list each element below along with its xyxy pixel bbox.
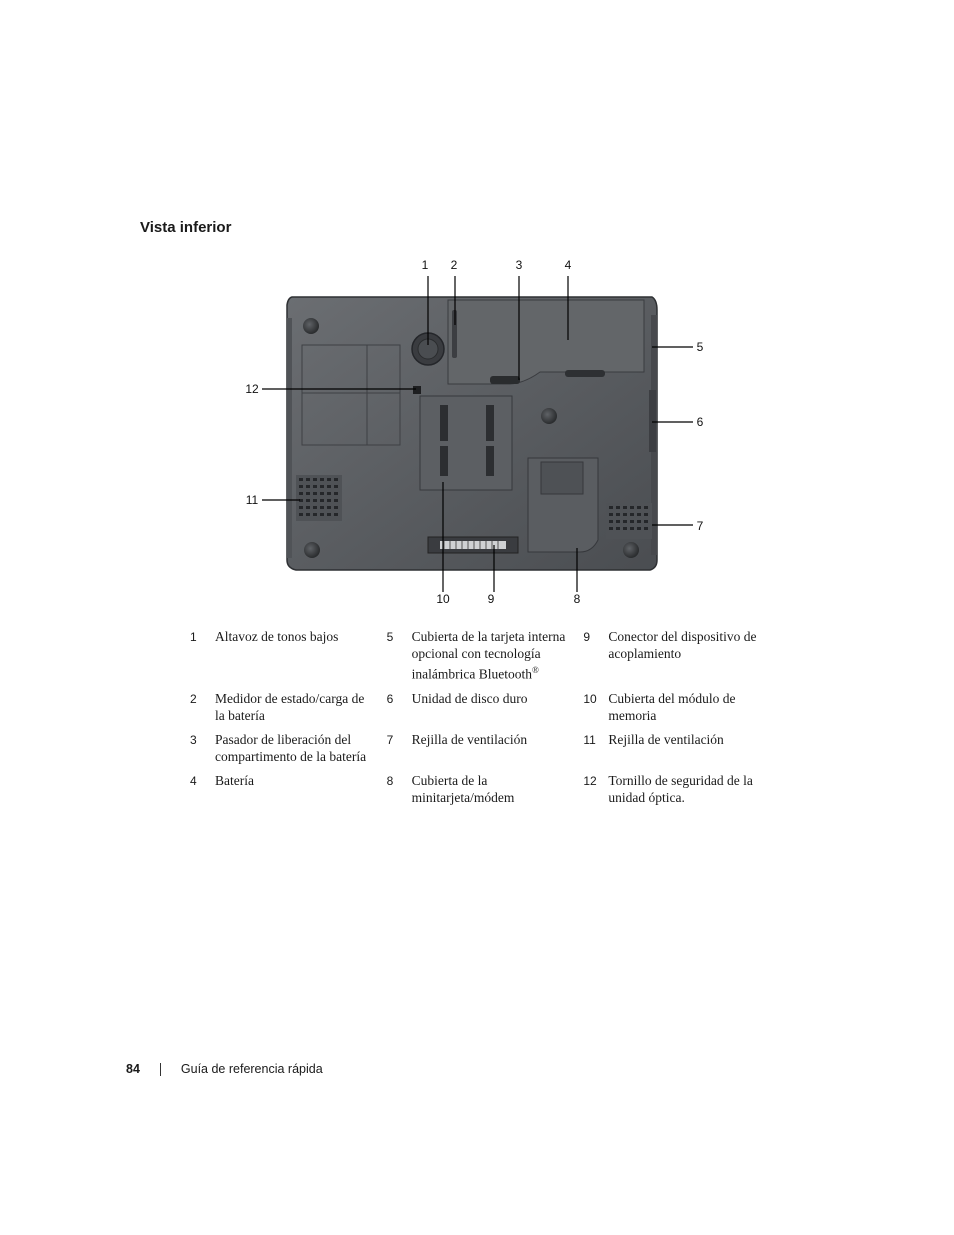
legend-item <box>190 628 387 683</box>
legend-number: 8 <box>386 773 394 788</box>
callout-6: 6 <box>696 415 704 429</box>
round-cover <box>541 408 557 424</box>
legend-text: Pasador de liberación del compartimento de la batería <box>215 731 367 764</box>
legend-item <box>583 628 780 683</box>
callout-5: 5 <box>696 340 704 354</box>
legend-number: 6 <box>386 691 394 706</box>
legend-text: Cubierta de la minitarjeta/módem <box>411 772 515 805</box>
legend-row <box>190 690 780 724</box>
legend-item <box>387 772 584 806</box>
callout-7: 7 <box>696 519 704 533</box>
left-vent <box>296 475 342 521</box>
callout-2: 2 <box>450 258 458 272</box>
legend-number: 4 <box>190 773 197 788</box>
legend-item <box>387 628 584 683</box>
callout-11: 11 <box>245 493 259 507</box>
memory-cover <box>420 396 512 490</box>
legend-number: 9 <box>583 630 591 644</box>
page-number: 84 <box>126 1062 140 1076</box>
footer-separator <box>160 1063 161 1076</box>
legend-text <box>412 628 572 683</box>
registered-mark: ® <box>532 665 539 675</box>
legend-text: Conector del dispositivo de acoplamiento <box>608 629 757 661</box>
legend-item <box>190 690 387 724</box>
callout-1: 1 <box>421 258 429 272</box>
legend-number: 11 <box>583 732 596 747</box>
guide-title: Guía de referencia rápida <box>180 1062 323 1076</box>
page-footer <box>126 1062 323 1076</box>
legend-row <box>190 731 780 765</box>
right-vent <box>606 503 652 539</box>
legend-text: Cubierta del módulo de memoria <box>608 690 736 723</box>
legend-number: 1 <box>190 630 197 644</box>
legend-text: Rejilla de ventilación <box>411 731 528 747</box>
legend-number: 3 <box>190 732 197 747</box>
legend-number: 12 <box>583 773 597 788</box>
legend-number: 5 <box>386 630 394 644</box>
legend-number: 10 <box>583 691 597 706</box>
legend-row <box>190 628 780 683</box>
legend-item <box>583 690 780 724</box>
callout-10: 10 <box>436 592 450 606</box>
callout-3: 3 <box>515 258 523 272</box>
legend-text: Batería <box>215 772 254 788</box>
legend-text: Unidad de disco duro <box>411 690 528 706</box>
legend-text: Medidor de estado/carga de la batería <box>215 690 365 723</box>
hard-drive <box>649 390 656 452</box>
legend-item <box>190 731 387 765</box>
legend-text: Altavoz de tonos bajos <box>215 629 339 644</box>
section-title: Vista inferior <box>140 219 232 236</box>
legend-number: 2 <box>190 691 197 706</box>
legend-item <box>583 772 780 806</box>
battery <box>448 300 644 384</box>
callout-9: 9 <box>487 592 495 606</box>
docking-connector <box>428 537 518 553</box>
legend-number: 7 <box>386 732 394 747</box>
legend-item <box>387 731 584 765</box>
legend-row <box>190 772 780 806</box>
legend-text: Rejilla de ventilación <box>608 731 724 747</box>
legend-text-bluetooth: Cubierta de la tarjeta interna opcional con tecnología inalámbrica Bluetooth <box>411 629 566 682</box>
callout-12: 12 <box>245 382 259 396</box>
minicard-cover <box>528 458 598 552</box>
legend-table <box>190 628 780 813</box>
legend-item <box>387 690 584 724</box>
legend-item <box>583 731 780 765</box>
callout-4: 4 <box>564 258 572 272</box>
legend-item <box>190 772 387 806</box>
callout-8: 8 <box>573 592 581 606</box>
security-screw <box>413 386 421 394</box>
legend-text: Tornillo de seguridad de la unidad óptica. <box>608 772 753 805</box>
